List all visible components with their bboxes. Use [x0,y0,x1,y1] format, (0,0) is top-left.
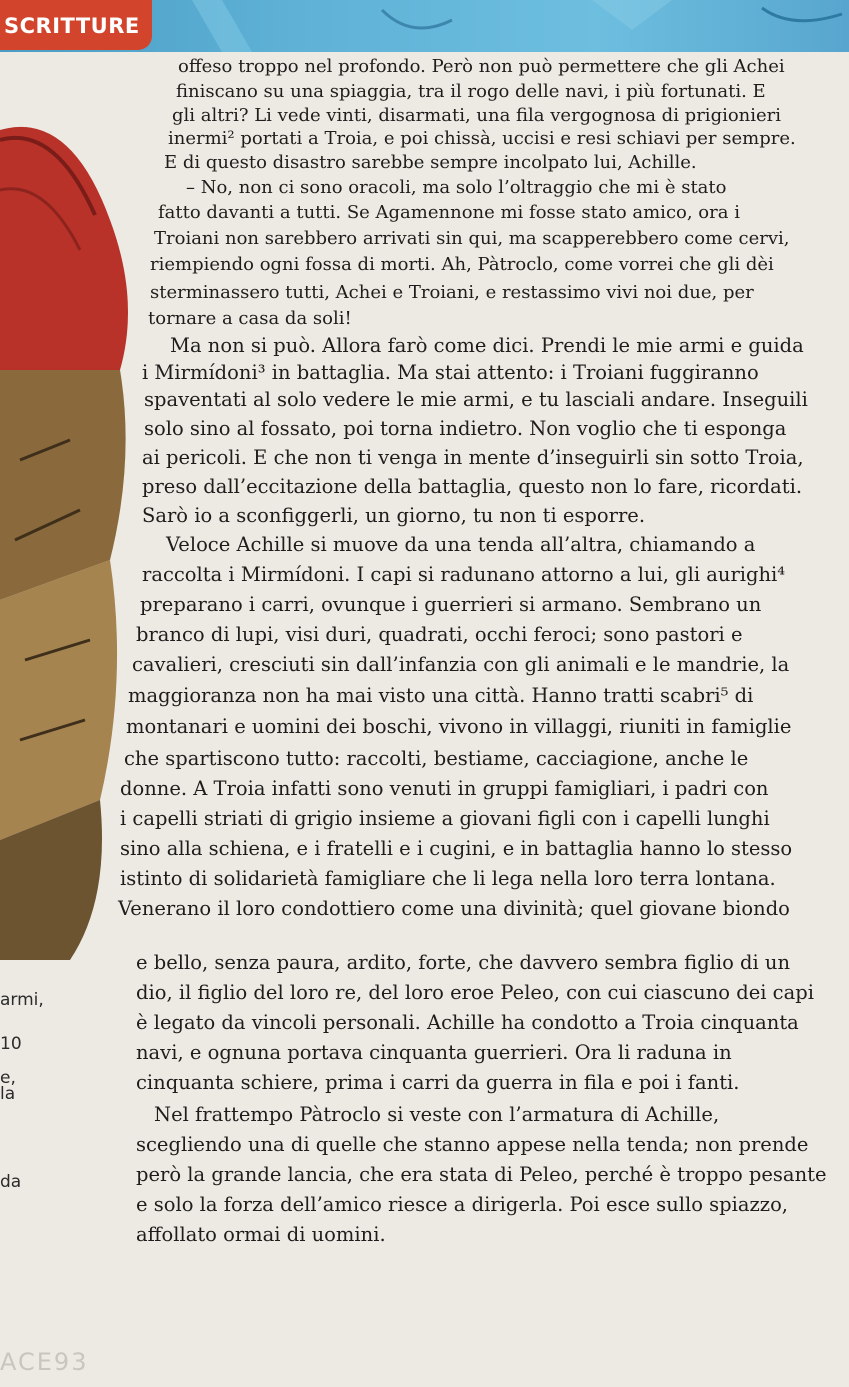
text-line: tornare a casa da soli! [148,308,352,329]
text-line: solo sino al fossato, poi torna indietro. Non voglio che ti esponga [144,417,787,440]
text-line: e solo la forza dell’amico riesce a dirigerla. Poi esce sullo spiazzo, [136,1193,789,1216]
text-line: montanari e uomini dei boschi, vivono in villaggi, riuniti in famiglie [126,715,792,738]
text-line: Nel frattempo Pàtroclo si veste con l’armatura di Achille, [154,1103,720,1126]
text-line: donne. A Troia infatti sono venuti in gruppi famigliari, i padri con [120,777,769,800]
text-line: navi, e ognuna portava cinquanta guerrieri. Ora li raduna in [136,1041,732,1064]
text-line: i Mirmídoni³ in battaglia. Ma stai attento: i Troiani fuggiranno [142,361,759,384]
margin-note: e, [0,1068,16,1088]
margin-notes [0,0,120,1387]
text-line: – No, non ci sono oracoli, ma solo l’oltraggio che mi è stato [186,177,727,198]
text-line: Venerano il loro condottiero come una divinità; quel giovane biondo [118,897,790,920]
text-line: inermi² portati a Troia, e poi chissà, uccisi e resi schiavi per sempre. [168,128,796,149]
margin-note: armi, [0,990,44,1010]
text-line: branco di lupi, visi duri, quadrati, occhi feroci; sono pastori e [136,623,743,646]
text-line: cavalieri, cresciuti sin dall’infanzia con gli animali e le mandrie, la [132,653,790,676]
text-line: che spartiscono tutto: raccolti, bestiame, cacciagione, anche le [124,747,749,770]
text-line: istinto di solidarietà famigliare che li lega nella loro terra lontana. [120,867,776,890]
text-line: riempiendo ogni fossa di morti. Ah, Pàtroclo, come vorrei che gli dèi [150,254,774,275]
text-line: maggioranza non ha mai visto una città. Hanno tratti scabri⁵ di [128,684,754,707]
text-line: e bello, senza paura, ardito, forte, che davvero sembra figlio di un [136,951,791,974]
text-line: però la grande lancia, che era stata di Peleo, perché è troppo pesante [136,1163,827,1186]
section-title: SCRITTURE [4,14,140,38]
text-line: raccolta i Mirmídoni. I capi si radunano attorno a lui, gli aurighi⁴ [142,563,786,586]
page-folio: ACE93 [0,1348,89,1376]
text-line: ai pericoli. E che non ti venga in mente d’inseguirli sin sotto Troia, [142,446,804,469]
header-decoration [152,0,849,52]
margin-note: 10 [0,1034,22,1054]
text-line: Troiani non sarebbero arrivati sin qui, ma scapperebbero come cervi, [154,228,790,249]
text-line: Ma non si può. Allora farò come dici. Prendi le mie armi e guida [170,334,804,357]
text-line: sterminassero tutti, Achei e Troiani, e restassimo vivi noi due, per [150,282,754,303]
text-line: sino alla schiena, e i fratelli e i cugini, e in battaglia hanno lo stesso [120,837,793,860]
text-line: i capelli striati di grigio insieme a giovani figli con i capelli lunghi [120,807,770,830]
text-line: cinquanta schiere, prima i carri da guerra in fila e poi i fanti. [136,1071,740,1094]
text-line: è legato da vincoli personali. Achille ha condotto a Troia cinquanta [136,1011,799,1034]
text-line: preparano i carri, ovunque i guerrieri si armano. Sembrano un [140,593,762,616]
text-line: fatto davanti a tutti. Se Agamennone mi fosse stato amico, ora i [158,202,740,223]
margin-note: la [0,1084,16,1104]
story-text [118,54,840,1294]
text-line: affollato ormai di uomini. [136,1223,386,1246]
text-line: offeso troppo nel profondo. Però non può permettere che gli Achei [178,56,785,77]
text-line: Veloce Achille si muove da una tenda all’altra, chiamando a [166,533,756,556]
text-line: finiscano su una spiaggia, tra il rogo delle navi, i più fortunati. E [176,81,766,102]
margin-note: da [0,1172,22,1192]
text-line: E di questo disastro sarebbe sempre incolpato lui, Achille. [164,152,697,173]
text-line: scegliendo una di quelle che stanno appese nella tenda; non prende [136,1133,809,1156]
text-line: gli altri? Li vede vinti, disarmati, una fila vergognosa di prigionieri [172,105,782,126]
text-line: spaventati al solo vedere le mie armi, e tu lasciali andare. Inseguili [144,388,808,411]
text-line: Sarò io a sconfiggerli, un giorno, tu non ti esporre. [142,504,646,527]
text-line: preso dall’eccitazione della battaglia, questo non lo fare, ricordati. [142,475,803,498]
text-line: dio, il figlio del loro re, del loro eroe Peleo, con cui ciascuno dei capi [136,981,814,1004]
